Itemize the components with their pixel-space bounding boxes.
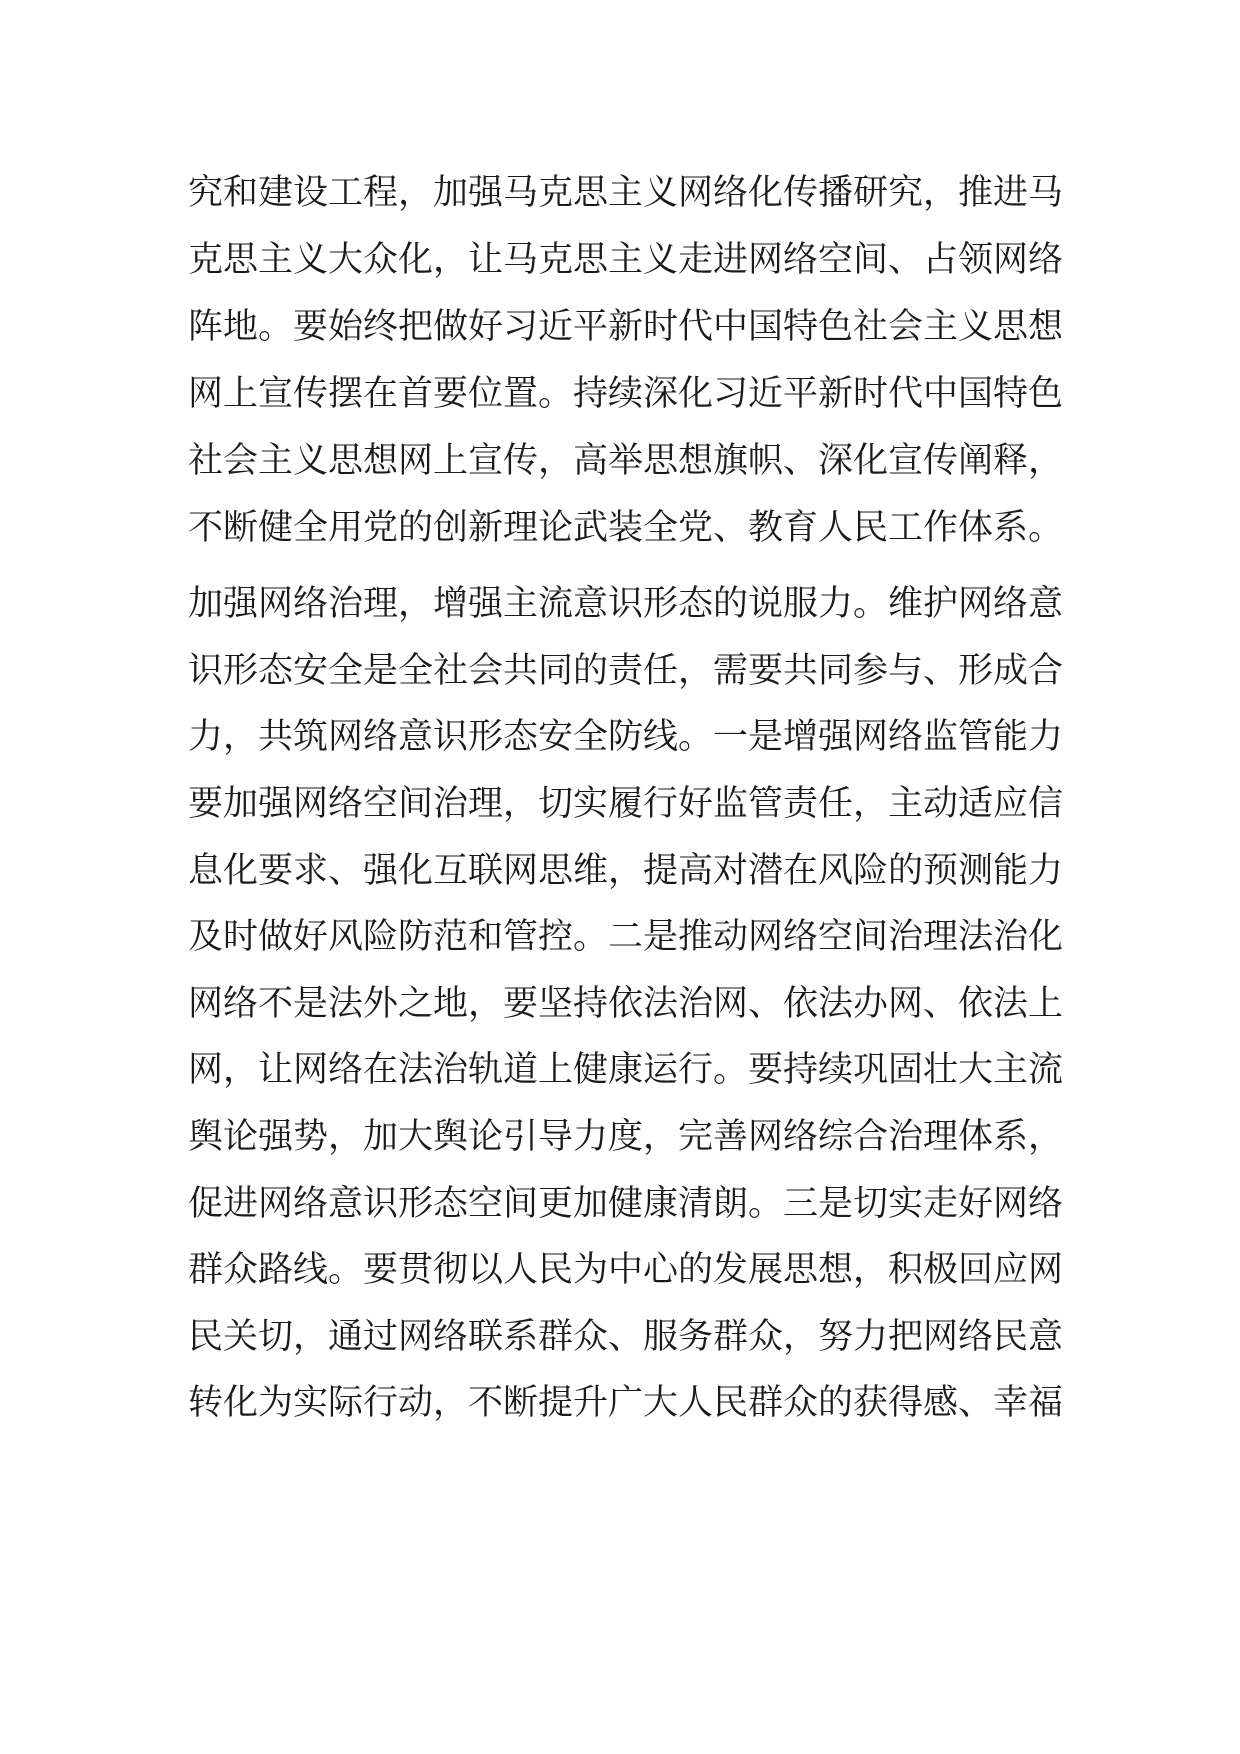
text-line: 克思主义大众化，让马克思主义走进网络空间、占领网络 xyxy=(188,240,1064,280)
text-line: 网上宣传摆在首要位置。持续深化习近平新时代中国特色 xyxy=(188,374,1064,414)
text-line: 网，让网络在法治轨道上健康运行。要持续巩固壮大主流 xyxy=(188,1050,1064,1090)
text-line: 识形态安全是全社会共同的责任，需要共同参与、形成合 xyxy=(188,651,1064,691)
text-line: 网络不是法外之地，要坚持依法治网、依法办网、依法上 xyxy=(188,984,1064,1024)
text-line: 究和建设工程，加强马克思主义网络化传播研究，推进马 xyxy=(188,173,1064,213)
text-line: 社会主义思想网上宣传，高举思想旗帜、深化宣传阐释， xyxy=(188,441,1064,481)
text-line: 要加强网络空间治理，切实履行好监管责任，主动适应信 xyxy=(188,784,1064,824)
text-line: 阵地。要始终把做好习近平新时代中国特色社会主义思想 xyxy=(188,307,1064,347)
text-line: 息化要求、强化互联网思维，提高对潜在风险的预测能力 xyxy=(188,851,1064,891)
text-line: 及时做好风险防范和管控。二是推动网络空间治理法治化 xyxy=(188,917,1064,957)
text-line: 转化为实际行动，不断提升广大人民群众的获得感、幸福 xyxy=(188,1383,1064,1423)
text-line: 群众路线。要贯彻以人民为中心的发展思想，积极回应网 xyxy=(188,1250,1064,1290)
text-line: 舆论强势，加大舆论引导力度，完善网络综合治理体系， xyxy=(188,1117,1064,1157)
text-line: 促进网络意识形态空间更加健康清朗。三是切实走好网络 xyxy=(188,1184,1064,1224)
text-line: 加强网络治理，增强主流意识形态的说服力。维护网络意 xyxy=(188,584,1064,624)
text-line: 力，共筑网络意识形态安全防线。一是增强网络监管能力 xyxy=(188,717,1064,757)
text-line: 不断健全用党的创新理论武装全党、教育人民工作体系。 xyxy=(188,508,1064,548)
text-line: 民关切，通过网络联系群众、服务群众，努力把网络民意 xyxy=(188,1317,1064,1357)
